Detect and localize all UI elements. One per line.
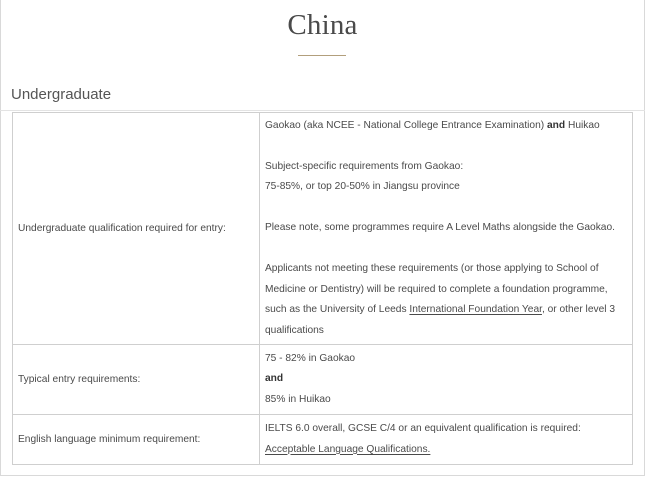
requirements-table [12,112,633,465]
row-value [260,113,633,345]
foundation-note-line: Applicants not meeting these requirements (or those applying to School of [265,263,599,275]
section-divider [0,110,645,111]
qualification-text: Gaokao (aka NCEE - National College Entrance Examination) [265,119,547,131]
acceptable-language-qualifications-link[interactable]: Acceptable Language Qualifications. [265,443,431,455]
qualification-line [265,116,627,137]
table-row [13,415,633,465]
entry-requirement-gaokao: 75 - 82% in Gaokao [265,352,356,364]
foundation-note-text: such as the University of Leeds [265,304,410,316]
section-heading: Undergraduate [11,86,112,103]
international-foundation-year-link[interactable]: International Foundation Year [409,304,542,316]
qualification-text-end: Huikao [565,119,600,131]
spacer [265,198,627,219]
foundation-note-line: qualifications [265,324,324,336]
row-value [260,415,633,465]
foundation-note-line [265,300,627,321]
foundation-note-line: Medicine or Dentistry) will be required to complete a foundation programme, [265,283,608,295]
spacer [265,239,627,260]
row-label: English language minimum requirement: [13,415,260,465]
page-title: China [287,9,358,41]
table-row [13,345,633,415]
english-link-line [265,440,627,461]
and-text: and [547,119,566,131]
row-label: Typical entry requirements: [13,345,260,415]
title-divider [298,55,346,56]
table-row [13,113,633,345]
english-requirement-text: IELTS 6.0 overall, GCSE C/4 or an equivalent qualification is required: [265,423,581,434]
subject-requirements-value: 75-85%, or top 20-50% in Jiangsu province [265,181,460,193]
and-text: and [265,373,284,385]
foundation-note-text-end: , or other level 3 [541,304,616,316]
entry-requirement-huikao: 85% in Huikao [265,393,331,405]
spacer [265,136,627,157]
programme-note: Please note, some programmes require A Level Maths alongside the Gaokao. [265,222,615,234]
row-value [260,345,633,415]
subject-requirements-heading: Subject-specific requirements from Gaokao: [265,160,464,172]
row-label: Undergraduate qualification required for entry: [13,113,260,345]
